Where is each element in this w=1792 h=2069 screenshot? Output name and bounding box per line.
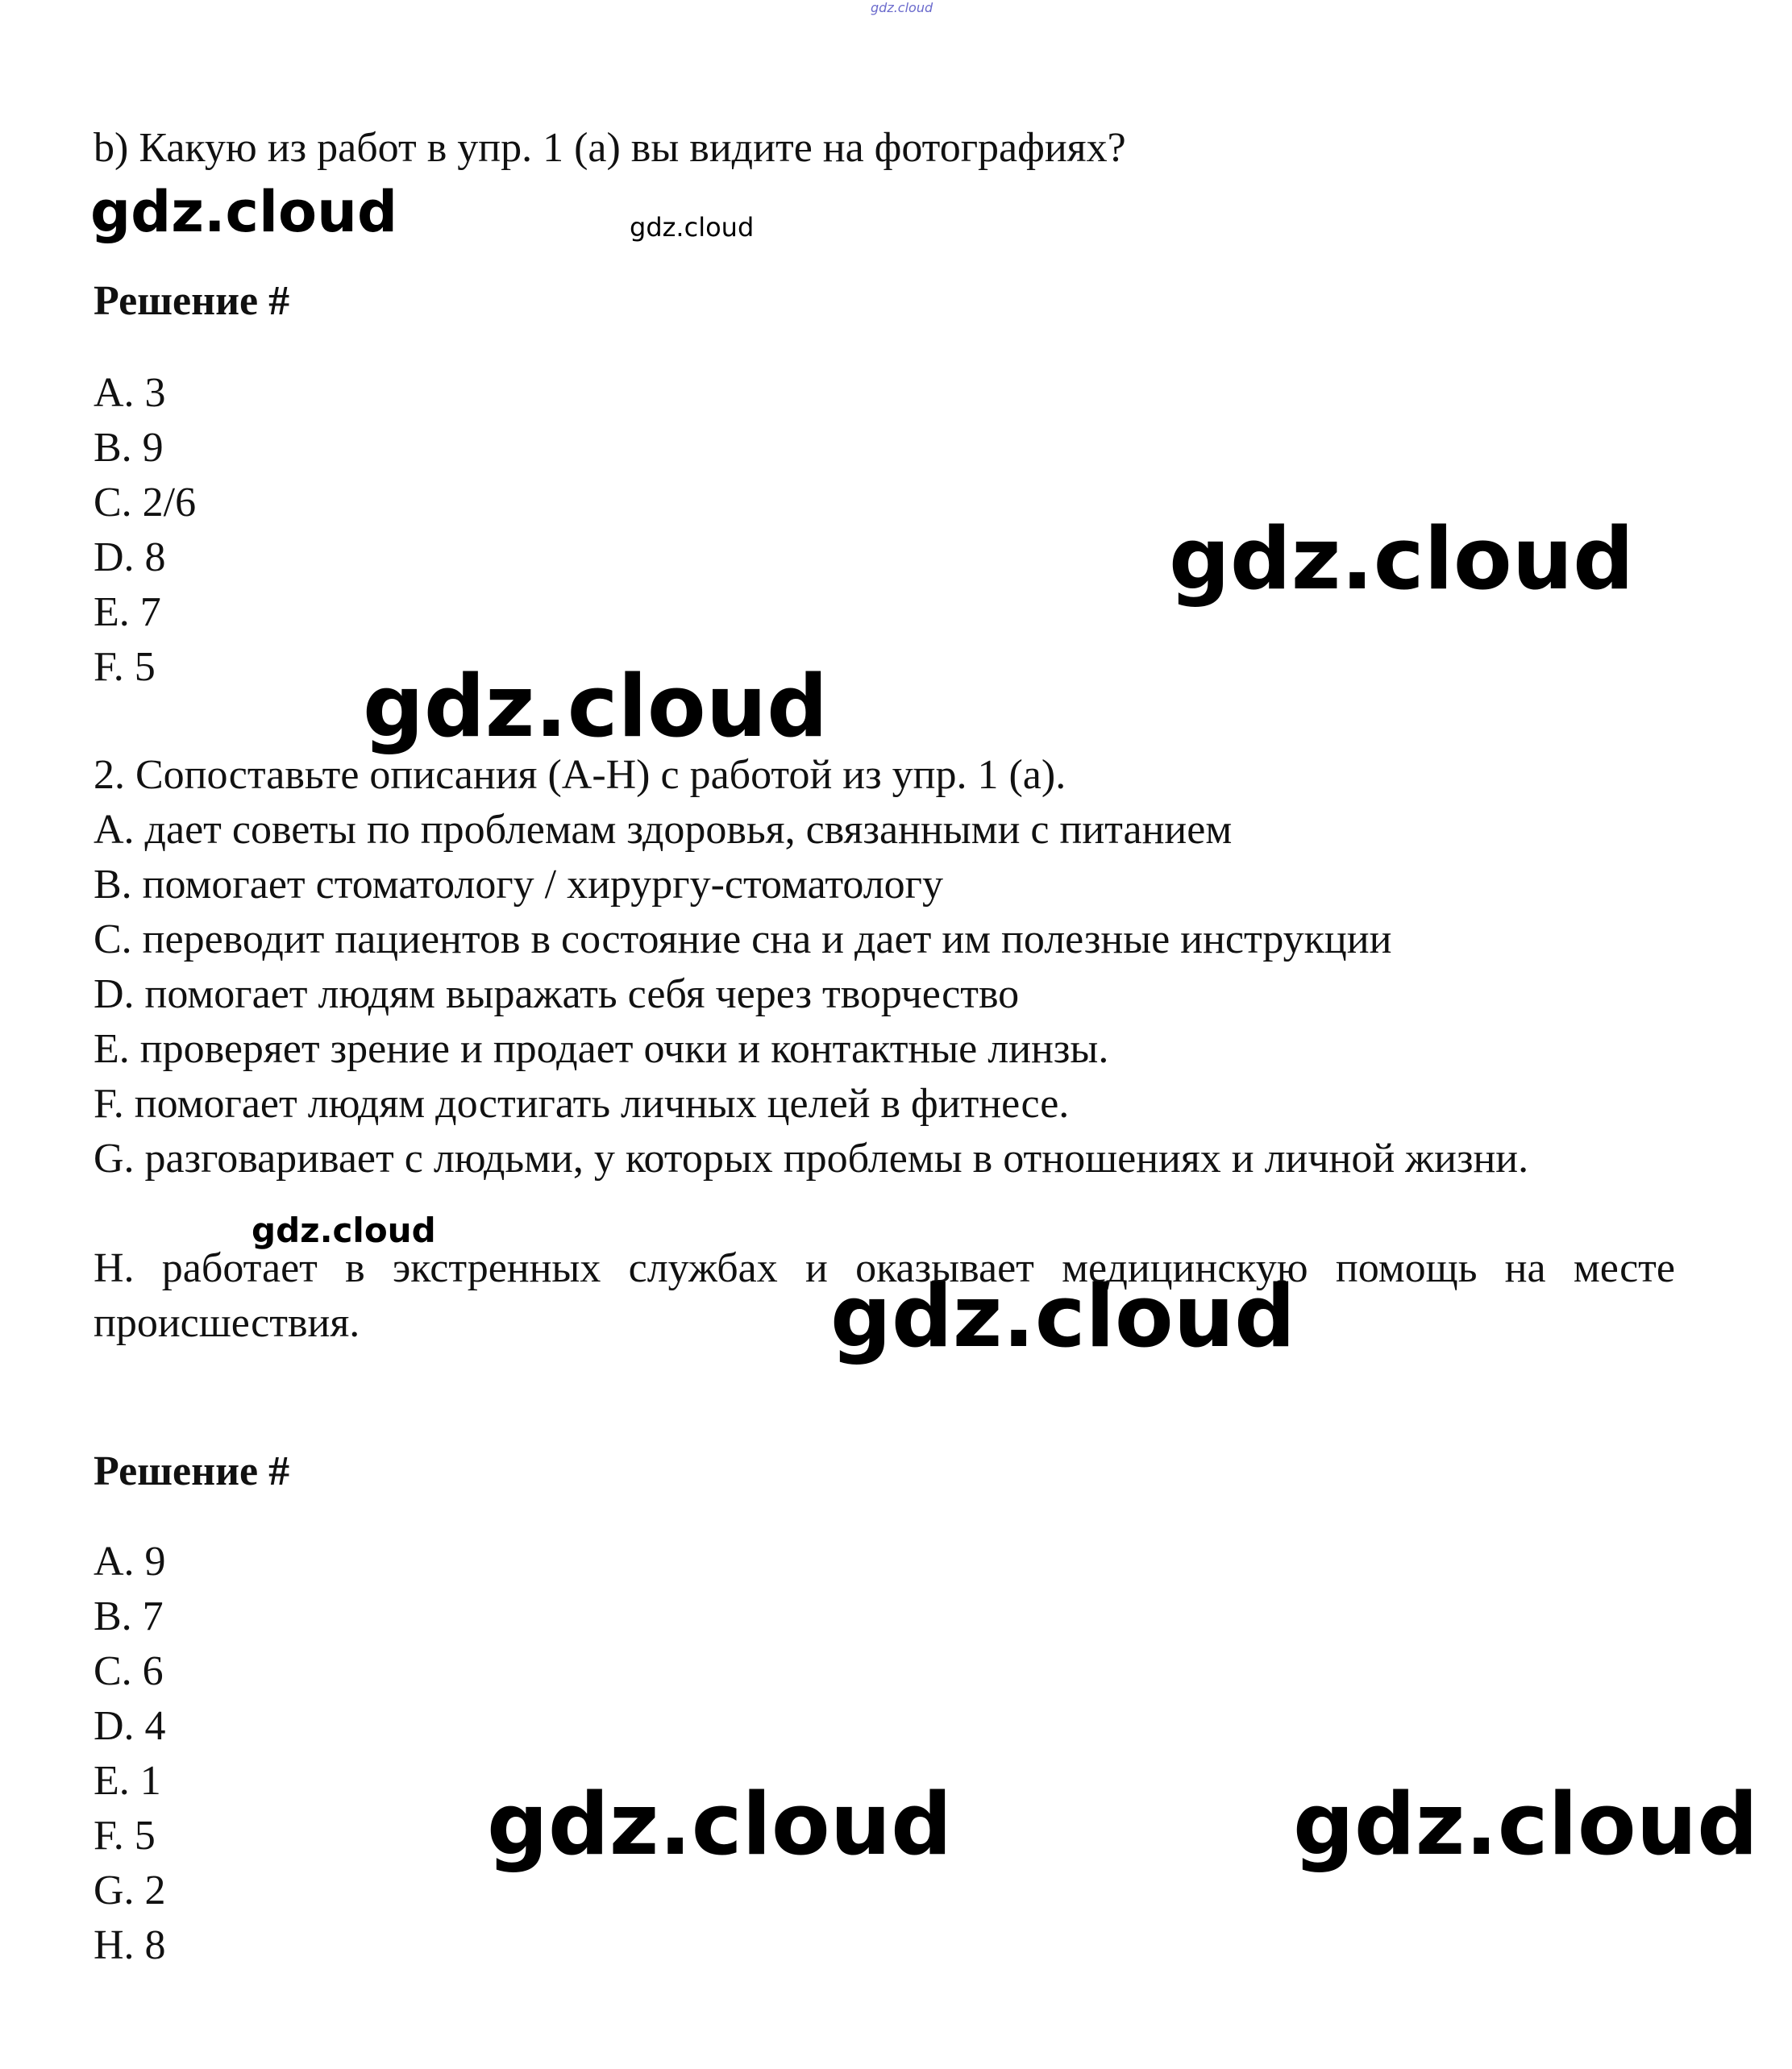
task-item: B. помогает стоматологу / хирургу-стоматологу [94, 862, 943, 908]
task-item: D. помогает людям выражать себя через творчество [94, 971, 1020, 1017]
task-item: G. разговаривает с людьми, у которых проблемы в отношениях и личной жизни. [94, 1136, 1529, 1182]
answer-line: A. 9 [94, 1539, 166, 1585]
solution-heading-1: Решение # [94, 278, 290, 324]
solution-heading-2: Решение # [94, 1448, 290, 1494]
answer-line: G. 2 [94, 1868, 166, 1913]
task-2-title: 2. Сопоставьте описания (A-H) с работой из упр. 1 (a). [94, 752, 1066, 798]
task-item: F. помогает людям достигать личных целей в фитнесе. [94, 1081, 1070, 1127]
answer-line: A. 3 [94, 370, 166, 416]
answer-line: H. 8 [94, 1922, 166, 1968]
task-item: H. работает в экстренных службах и оказывает медицинскую помощь на месте происшествия. [94, 1245, 1675, 1346]
watermark: gdz.cloud [487, 1775, 953, 1874]
answer-line: D. 4 [94, 1703, 166, 1749]
task-item: E. проверяет зрение и продает очки и контактные линзы. [94, 1026, 1109, 1072]
answer-line: F. 5 [94, 644, 156, 690]
watermark: gdz.cloud [1169, 509, 1635, 609]
answer-line: E. 1 [94, 1758, 161, 1804]
answer-line: E. 7 [94, 589, 161, 635]
watermark: gdz.cloud [630, 212, 755, 243]
question-b: b) Какую из работ в упр. 1 (a) вы видите на фотографиях? [94, 125, 1126, 171]
task-item: C. переводит пациентов в состояние сна и дает им полезные инструкции [94, 916, 1392, 962]
top-watermark: gdz.cloud [871, 0, 933, 15]
watermark: gdz.cloud [252, 1211, 436, 1250]
watermark: gdz.cloud [363, 657, 829, 756]
watermark: gdz.cloud [830, 1267, 1296, 1366]
answer-line: B. 7 [94, 1593, 164, 1639]
answer-line: C. 2/6 [94, 480, 197, 526]
watermark: gdz.cloud [90, 179, 398, 245]
answer-line: B. 9 [94, 425, 164, 471]
answer-line: C. 6 [94, 1648, 164, 1694]
watermark: gdz.cloud [1293, 1775, 1759, 1874]
task-item: A. дает советы по проблемам здоровья, связанными с питанием [94, 807, 1233, 853]
answer-line: D. 8 [94, 534, 166, 580]
answer-line: F. 5 [94, 1813, 156, 1859]
